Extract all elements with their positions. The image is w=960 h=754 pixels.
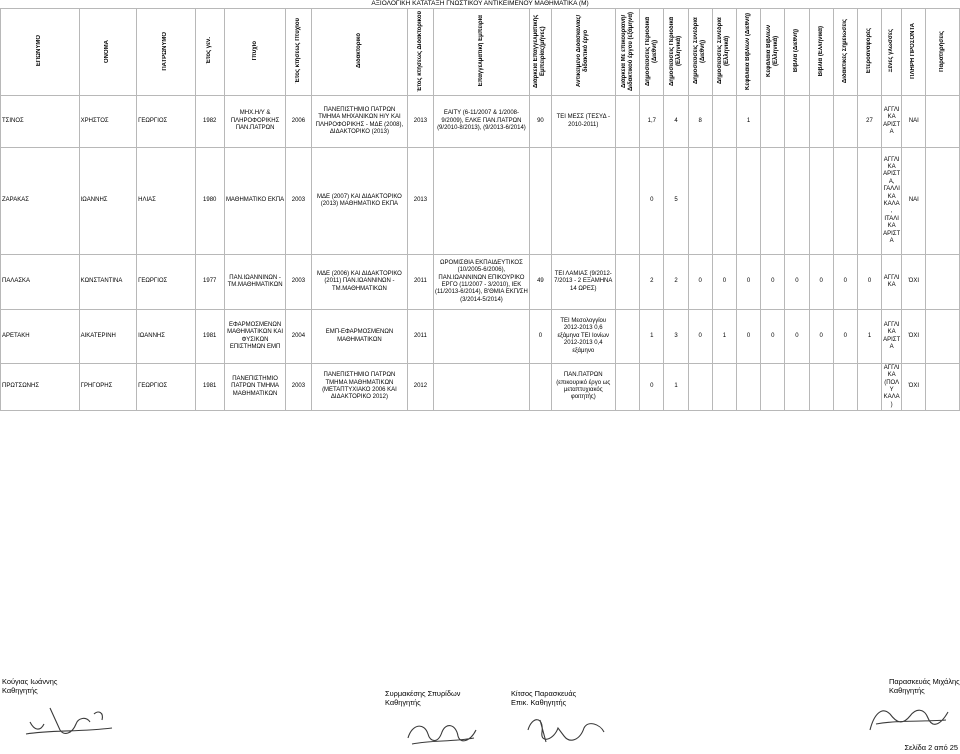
- table-cell: 0: [857, 255, 881, 310]
- column-header: [785, 9, 809, 96]
- table-cell: ΠΑΝ.ΙΩΑΝΝΙΝΩΝ - ΤΜ.ΜΑΘΗΜΑΤΙΚΩΝ: [224, 255, 286, 310]
- column-header-label: Παρατηρήσεις: [939, 30, 946, 72]
- table-cell: 0: [809, 255, 833, 310]
- signatory-name: Κίτσος Παρασκευάς: [511, 689, 577, 698]
- table-cell: [551, 148, 616, 255]
- table-cell: [616, 148, 640, 255]
- signatory-name: Παρασκευάς Μιχάλης: [889, 677, 960, 686]
- table-cell: ΚΩΝΣΤΑΝΤΙΝΑ: [79, 255, 136, 310]
- table-cell: [926, 148, 960, 255]
- signature-block-left: [2, 677, 57, 695]
- table-cell: 0: [833, 310, 857, 364]
- table-cell: [926, 310, 960, 364]
- column-header: [857, 9, 881, 96]
- column-header-label: ΠΛΗΡΗ ΠΡΟΣΟΝΤΑ: [910, 23, 917, 79]
- column-header: [736, 9, 760, 96]
- page-number: Σελίδα 2 από 25: [904, 743, 958, 752]
- column-header: [926, 9, 960, 96]
- table-cell: ΜΗΧ.Η/Υ & ΠΛΗΡΟΦΟΡΙΚΗΣ ΠΑΝ.ΠΑΤΡΩΝ: [224, 96, 286, 148]
- table-cell: ΧΡΗΣΤΟΣ: [79, 96, 136, 148]
- table-cell: 0: [833, 255, 857, 310]
- table-cell: [833, 364, 857, 411]
- table-cell: ΑΓΓΛΙΚΑ ΑΡΙΣΤΑ: [882, 310, 902, 364]
- table-cell: 0: [736, 255, 760, 310]
- column-header: [712, 9, 736, 96]
- table-cell: ΑΡΕΤΑΚΗ: [1, 310, 80, 364]
- table-cell: 4: [664, 96, 688, 148]
- column-header-label: Επαγγελματική Εμπειρία: [477, 15, 484, 87]
- table-cell: 1977: [195, 255, 224, 310]
- table-cell: 0: [688, 310, 712, 364]
- column-header: [195, 9, 224, 96]
- table-row: [1, 255, 960, 310]
- table-cell: 1: [712, 310, 736, 364]
- signatory-title: Καθηγητής: [2, 686, 38, 695]
- column-header: [79, 9, 136, 96]
- table-cell: [833, 96, 857, 148]
- column-header: [640, 9, 664, 96]
- table-cell: 3: [664, 310, 688, 364]
- table-cell: [616, 255, 640, 310]
- table-row: [1, 96, 960, 148]
- table-cell: ΠΑΛΑΣΚΑ: [1, 255, 80, 310]
- table-cell: 2: [640, 255, 664, 310]
- column-header: [530, 9, 551, 96]
- table-cell: ΑΓΓΛΙΚΑ (ΠΟΛΥ ΚΑΛΑ): [882, 364, 902, 411]
- signature-block-middle-2: [511, 689, 576, 707]
- table-cell: [809, 96, 833, 148]
- column-header: [137, 9, 195, 96]
- table-cell: ΑΓΓΛΙΚΑ: [882, 255, 902, 310]
- column-header-label: Δημοσιεύσεις Περιοδικά (Ελληνικά): [669, 16, 682, 86]
- table-cell: [833, 148, 857, 255]
- table-cell: ΤΕΙ ΜΕΣΣ (ΤΕΣΥΔ - 2010-2011): [551, 96, 616, 148]
- table-cell: 0: [761, 255, 785, 310]
- signatory-title: Καθηγητής: [385, 698, 421, 707]
- table-cell: ΠΑΝΕΠΙΣΤΗΜΙΟ ΠΑΤΡΩΝ ΤΜΗΜΑ ΜΑΘΗΜΑΤΙΚΩΝ: [224, 364, 286, 411]
- table-cell: [736, 148, 760, 255]
- table-cell: ΝΑΙ: [902, 148, 926, 255]
- table-cell: ΖΑΡΑΚΑΣ: [1, 148, 80, 255]
- table-cell: [761, 364, 785, 411]
- table-cell: 1981: [195, 364, 224, 411]
- table-cell: 0: [809, 310, 833, 364]
- table-cell: 8: [688, 96, 712, 148]
- table-cell: ΓΕΩΡΓΙΟΣ: [137, 255, 195, 310]
- table-cell: 2012: [408, 364, 433, 411]
- table-cell: [530, 364, 551, 411]
- column-header-label: Δημοσιεύσεις Συνέδρια (Διεθνή): [693, 17, 707, 85]
- column-header: [224, 9, 286, 96]
- signatory-title: Καθηγητής: [889, 686, 925, 695]
- column-header-label: Δημοσιεύσεις Συνέδρια (Ελληνικά): [717, 17, 731, 85]
- column-header-label: Βιβλία (Διεθνή): [793, 29, 800, 73]
- column-header-label: ΠΑΤΡΩΝΥΜΟ: [162, 31, 169, 71]
- table-cell: [433, 364, 530, 411]
- table-cell: [616, 310, 640, 364]
- table-cell: ΑΓΓΛΙΚΑ ΑΡΙΣΤΑ: [882, 96, 902, 148]
- table-cell: 2013: [408, 148, 433, 255]
- table-cell: [616, 96, 640, 148]
- column-header-label: Διάρκεια Με επικουρίανή/ Διδακτικού έργου (εξάμηνα): [620, 11, 634, 91]
- table-cell: ΕΜΠ-ΕΦΑΡΜΟΣΜΕΝΩΝ ΜΑΘΗΜΑΤΙΚΩΝ: [311, 310, 408, 364]
- column-header: [1, 9, 80, 96]
- table-cell: 0: [785, 310, 809, 364]
- table-cell: ΌΧΙ: [902, 310, 926, 364]
- table-cell: [926, 96, 960, 148]
- column-header-label: Κεφάλαια Βιβλίων (Διεθνή): [745, 12, 752, 90]
- column-header-label: Έτος γεν.: [206, 37, 213, 65]
- column-header: [408, 9, 433, 96]
- handwritten-signature-middle-1: [402, 714, 482, 750]
- table-cell: [712, 364, 736, 411]
- column-header: [286, 9, 311, 96]
- table-cell: ΤΕΙ Μεσολογγίου 2012-2013 0,6 εξάμηνα ΤΕΙ Ιονίων 2012-2013 0,4 εξάμηνο: [551, 310, 616, 364]
- column-header-label: Δημοσιεύσεις Περιοδικά (Διεθνή): [644, 16, 658, 86]
- table-cell: [809, 364, 833, 411]
- table-cell: 2003: [286, 148, 311, 255]
- column-header-label: Κεφάλαια Βιβλίων (Ελληνικά): [765, 24, 779, 78]
- table-cell: ΌΧΙ: [902, 255, 926, 310]
- table-cell: ΜΑΘΗΜΑΤΙΚΟ ΕΚΠΑ: [224, 148, 286, 255]
- column-header: [664, 9, 688, 96]
- table-cell: [433, 310, 530, 364]
- column-header: [433, 9, 530, 96]
- table-cell: 0: [688, 255, 712, 310]
- table-cell: ΑΓΓΛΙΚΑ ΑΡΙΣΤΑ, ΓΑΛΛΙΚΑ ΚΑΛΑ, ΙΤΑΛΙΚΑ ΑΡΙΣΤΑ: [882, 148, 902, 255]
- table-cell: ΠΡΩΤΣΩΝΗΣ: [1, 364, 80, 411]
- column-header-label: Διδακτορικό: [355, 33, 362, 69]
- column-header: [902, 9, 926, 96]
- column-header-label: Πτυχίο: [251, 41, 258, 61]
- table-cell: 1: [857, 310, 881, 364]
- table-cell: [688, 364, 712, 411]
- table-cell: 0: [640, 364, 664, 411]
- column-header-label: Ξένες γλώσσες: [888, 29, 895, 73]
- signature-block-right: [889, 677, 960, 695]
- signatory-name: Συρμακέσης Σπυρίδων: [385, 689, 461, 698]
- column-header: [311, 9, 408, 96]
- handwritten-signature-left: [20, 700, 120, 740]
- column-header-label: Βιβλία (Ελληνικά): [817, 25, 824, 77]
- table-cell: [926, 255, 960, 310]
- table-cell: ΝΑΙ: [902, 96, 926, 148]
- table-cell: [712, 96, 736, 148]
- table-cell: 0: [712, 255, 736, 310]
- column-header: [882, 9, 902, 96]
- table-cell: ΓΕΩΡΓΙΟΣ: [137, 96, 195, 148]
- document-title: ΑΞΙΟΛΟΓΙΚΗ ΚΑΤΑΤΑΞΗ ΓΝΩΣΤΙΚΟΥ ΑΝΤΙΚΕΙΜΕΝΟΥ ΜΑΘΗΜΑΤΙΚΑ (Μ): [371, 0, 589, 7]
- table-cell: ΠΑΝ.ΠΑΤΡΩΝ (επικουρικό έργο ως μεταπτυχιακός φοιτητής): [551, 364, 616, 411]
- table-cell: 2003: [286, 255, 311, 310]
- table-row: [1, 364, 960, 411]
- table-cell: [857, 148, 881, 255]
- column-header: [809, 9, 833, 96]
- table-cell: ΌΧΙ: [902, 364, 926, 411]
- column-header-label: Διάρκεια Επαγγελματικής Εμπειρίας(μήνες): [533, 14, 547, 88]
- table-cell: 2011: [408, 255, 433, 310]
- table-cell: ΜΔΕ (2007) ΚΑΙ ΔΙΔΑΚΤΟΡΙΚΟ (2013) ΜΑΘΗΜΑΤΙΚΟ ΕΚΠΑ: [311, 148, 408, 255]
- table-cell: 2004: [286, 310, 311, 364]
- table-cell: ΠΑΝΕΠΙΣΤΗΜΙΟ ΠΑΤΡΩΝ ΤΜΗΜΑ ΜΑΘΗΜΑΤΙΚΩΝ (ΜΕΤΑΠΤΥΧΙΑΚΟ 2006 ΚΑΙ ΔΙΔΑΚΤΟΡΙΚΟ 2012): [311, 364, 408, 411]
- table-cell: 2003: [286, 364, 311, 411]
- table-cell: [809, 148, 833, 255]
- table-cell: ΤΕΙ ΛΑΜΙΑΣ (9/2012-7/2013 - 2 ΕΞΑΜΗΝΑ 14 ΩΡΕΣ): [551, 255, 616, 310]
- signatory-title: Επικ. Καθηγητής: [511, 698, 567, 707]
- table-cell: ΙΩΑΝΝΗΣ: [79, 148, 136, 255]
- handwritten-signature-right: [862, 700, 952, 738]
- table-cell: [785, 96, 809, 148]
- table-cell: 1982: [195, 96, 224, 148]
- table-cell: ΠΑΝΕΠΙΣΤΗΜΙΟ ΠΑΤΡΩΝ ΤΜΗΜΑ ΜΗΧΑΝΙΚΩΝ Η/Υ ΚΑΙ ΠΛΗΡΟΦΟΡΙΚΗΣ - ΜΔΕ (2008), ΔΙΔΑΚΤΟΡΙΚΟ (2013): [311, 96, 408, 148]
- table-cell: [926, 364, 960, 411]
- table-cell: [712, 148, 736, 255]
- table-cell: [433, 148, 530, 255]
- table-cell: ΙΩΑΝΝΗΣ: [137, 310, 195, 364]
- table-cell: ΜΔΕ (2006) ΚΑΙ ΔΙΔΑΚΤΟΡΙΚΟ (2011) ΠΑΝ.ΙΩΑΝΝΙΝΩΝ - ΤΜ.ΜΑΘΗΜΑΤΙΚΩΝ: [311, 255, 408, 310]
- table-cell: 0: [761, 310, 785, 364]
- column-header-label: Έτος κτήσεως Πτυχίου: [294, 18, 301, 84]
- table-cell: [736, 364, 760, 411]
- table-cell: [785, 148, 809, 255]
- table-cell: 1: [664, 364, 688, 411]
- table-cell: [785, 364, 809, 411]
- table-cell: 2: [664, 255, 688, 310]
- table-cell: 0: [785, 255, 809, 310]
- table-cell: [761, 96, 785, 148]
- table-cell: 1,7: [640, 96, 664, 148]
- table-cell: ΑΙΚΑΤΕΡΙΝΗ: [79, 310, 136, 364]
- table-cell: 0: [640, 148, 664, 255]
- table-body: [1, 96, 960, 411]
- column-header-label: ΟΝΟΜΑ: [104, 39, 111, 63]
- column-header: [688, 9, 712, 96]
- table-cell: ΩΡΟΜΙΣΘΙΑ ΕΚΠΑΙΔΕΥΤΙΚΟΣ (10/2005-6/2006), ΠΑΝ.ΙΩΑΝΝΙΝΩΝ ΕΠΙΚΟΥΡΙΚΟ ΕΡΓΟ (11/2007 - 3/2010), ΙΕΚ (11/2013-6/2014), Β'ΘΜΙΑ ΕΚΠ/ΣΗ (3/2014-5/2014): [433, 255, 530, 310]
- table-cell: ΤΣΙΝΟΣ: [1, 96, 80, 148]
- table-cell: 49: [530, 255, 551, 310]
- table-cell: 0: [736, 310, 760, 364]
- table-cell: 5: [664, 148, 688, 255]
- column-header: [833, 9, 857, 96]
- column-header-label: Αντικείμενο Διδασκαλίας/ διδακτικό έργο: [576, 14, 590, 88]
- table-cell: ΓΕΩΡΓΙΟΣ: [137, 364, 195, 411]
- table-cell: [530, 148, 551, 255]
- column-header-label: Ετεροαναφορές: [866, 28, 872, 74]
- table-row: [1, 310, 960, 364]
- signature-block-middle-1: [385, 689, 460, 707]
- table-cell: ΕΦΑΡΜΟΣΜΕΝΩΝ ΜΑΘΗΜΑΤΙΚΩΝ ΚΑΙ ΦΥΣΙΚΩΝ ΕΠΙΣΤΗΜΩΝ ΕΜΠ: [224, 310, 286, 364]
- column-header: [616, 9, 640, 96]
- column-header: [551, 9, 616, 96]
- table-cell: ΓΡΗΓΟΡΗΣ: [79, 364, 136, 411]
- table-cell: ΗΛΙΑΣ: [137, 148, 195, 255]
- evaluation-table: [0, 8, 960, 411]
- table-cell: 0: [530, 310, 551, 364]
- table-cell: 1980: [195, 148, 224, 255]
- table-row: [1, 148, 960, 255]
- signatory-name: Κούγιας Ιωάννης: [2, 677, 58, 686]
- table-cell: [761, 148, 785, 255]
- table-cell: 27: [857, 96, 881, 148]
- table-cell: 1981: [195, 310, 224, 364]
- table-cell: 1: [640, 310, 664, 364]
- handwritten-signature-middle-2: [520, 710, 610, 748]
- table-cell: 1: [736, 96, 760, 148]
- table-cell: 2011: [408, 310, 433, 364]
- column-header-label: Έτος κτήσεως Διδακτορικού: [416, 10, 423, 92]
- table-cell: 90: [530, 96, 551, 148]
- table-cell: [616, 364, 640, 411]
- column-header: [761, 9, 785, 96]
- column-header-label: ΕΠΩΝΥΜΟ: [36, 35, 43, 67]
- table-cell: 2006: [286, 96, 311, 148]
- table-cell: [857, 364, 881, 411]
- table-cell: 2013: [408, 96, 433, 148]
- header-row: [1, 9, 960, 96]
- column-header-label: Διδακτικές Σημειώσεις: [841, 18, 848, 84]
- table-cell: [688, 148, 712, 255]
- table-cell: ΕΑΙΤΥ (6-11/2007 & 1/2008-9/2009), ΕΛΚΕ ΠΑΝ.ΠΑΤΡΩΝ (9/2010-8/2013), (9/2013-6/2014): [433, 96, 530, 148]
